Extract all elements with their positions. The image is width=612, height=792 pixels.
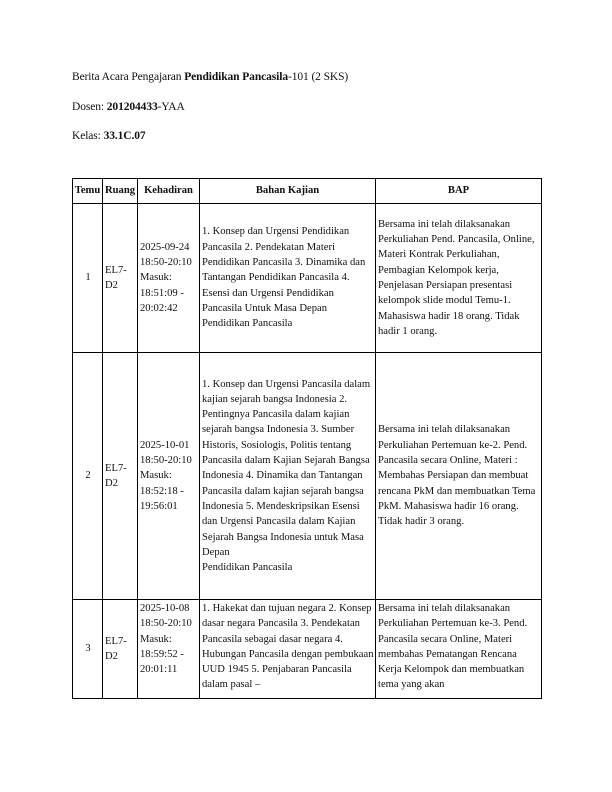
table-row xyxy=(73,600,542,699)
cell-ruang: EL7-D2 xyxy=(103,353,138,600)
bahan-kajian-tail: Pendidikan Pancasila xyxy=(202,318,293,330)
course-suffix: -101 (2 SKS) xyxy=(288,71,349,83)
cell-temu: 3 xyxy=(73,600,103,699)
lecturer-label: Dosen: xyxy=(72,101,107,113)
lecturer-line xyxy=(72,101,185,113)
cell-temu: 2 xyxy=(73,353,103,600)
bahan-kajian-text: 1. Konsep dan Urgensi Pancasila dalam kajian sejarah bangsa Indonesia 2. Pentingnya Pancasila dalam kajian sejarah bangsa Indonesia 3. Sumber Historis, Sosiologis, Politis tentang Pancasila dalam Kajian Sejarah Bangsa Indonesia 4. Dinamika dan Tantangan Pancasila dalam kajian sejarah bangsa Indonesia 5. Mendeskripsikan Esensi dan Urgensi Pancasila dalam Kajian Sejarah Bangsa Indonesia untuk Masa Depan xyxy=(202,378,371,558)
cell-bahan-kajian xyxy=(200,204,376,353)
course-name: Pendidikan Pancasila xyxy=(184,71,288,83)
class-label: Kelas: xyxy=(72,130,104,142)
cell-kehadiran: 2025-10-01 18:50-20:10 Masuk: 18:52:18 - 19:56:01 xyxy=(138,353,200,600)
cell-kehadiran: 2025-10-08 18:50-20:10 Masuk: 18:59:52 - 20:01:11 xyxy=(138,600,200,699)
class-line xyxy=(72,130,146,142)
attendance-table xyxy=(72,178,542,699)
bahan-kajian-text: 1. Konsep dan Urgensi Pendidikan Pancasila 2. Pendekatan Materi Pendidikan Pancasila 3. Dinamika dan Tantangan Pendidikan Pancasila 4. Esensi dan Urgensi Pendidikan Pancasila Untuk Masa Depan xyxy=(202,226,366,314)
title-prefix: Berita Acara Pengajaran xyxy=(72,71,185,83)
cell-bahan-kajian xyxy=(200,353,376,600)
cell-bap: Bersama ini telah dilaksanakan Perkuliahan Pertemuan ke-2. Pend. Pancasila secara Online, Materi : Membahas Persiapan dan membuat rencana PkM dan membuatkan Tema PkM. Mahasiswa hadir 16 orang. Tidak hadir 3 orang. xyxy=(376,353,542,600)
column-header-kehadiran: Kehadiran xyxy=(138,179,200,204)
cell-bap: Bersama ini telah dilaksanakan Perkuliahan Pend. Pancasila, Online, Materi Kontrak Perkuliahan, Pembagian Kelompok kerja, Penjelasan Persiapan presentasi kelompok slide modul Temu-1. Mahasiswa hadir 18 orang. Tidak hadir 1 orang. xyxy=(376,204,542,353)
bahan-kajian-tail: Pendidikan Pancasila xyxy=(202,562,293,574)
bahan-kajian-text: 1. Hakekat dan tujuan negara 2. Konsep dasar negara Pancasila 3. Pendekatan Pancasila sebagai dasar negara 4. Hubungan Pancasila dengan pembukaan UUD 1945 5. Penjabaran Pancasila dalam pasal – xyxy=(202,603,374,691)
table-row xyxy=(73,204,542,353)
document-title xyxy=(72,71,348,83)
table-header-row xyxy=(73,179,542,204)
cell-kehadiran: 2025-09-24 18:50-20:10 Masuk: 18:51:09 - 20:02:42 xyxy=(138,204,200,353)
cell-bap: Bersama ini telah dilaksanakan Perkuliahan Pertemuan ke-3. Pend. Pancasila secara Online, Materi membahas Pematangan Rencana Kerja Kelompok dan membuatkan tema yang akan xyxy=(376,600,542,699)
cell-bahan-kajian xyxy=(200,600,376,699)
cell-ruang: EL7-D2 xyxy=(103,204,138,353)
column-header-temu: Temu xyxy=(73,179,103,204)
cell-ruang: EL7-D2 xyxy=(103,600,138,699)
lecturer-suffix: -YAA xyxy=(157,101,185,113)
column-header-bap: BAP xyxy=(376,179,542,204)
class-name: 33.1C.07 xyxy=(103,130,146,142)
table-row xyxy=(73,353,542,600)
lecturer-id: 201204433 xyxy=(106,101,158,113)
column-header-bahan-kajian: Bahan Kajian xyxy=(200,179,376,204)
cell-temu: 1 xyxy=(73,204,103,353)
column-header-ruang: Ruang xyxy=(103,179,138,204)
